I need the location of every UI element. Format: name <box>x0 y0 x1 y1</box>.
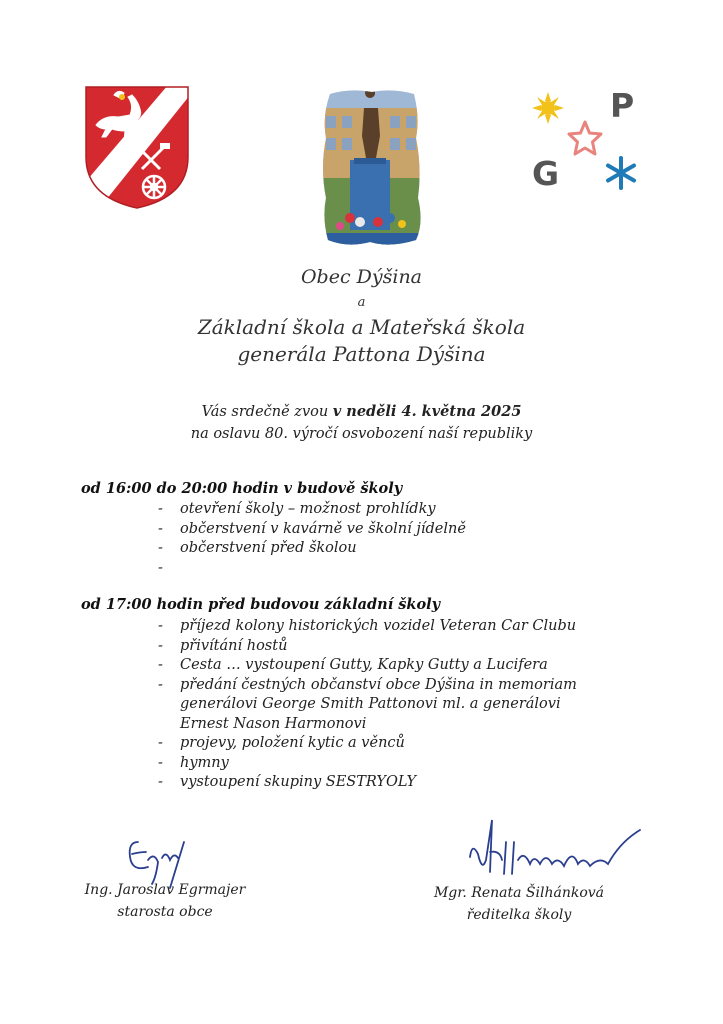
invitation-text: Vás srdečně zvou <box>201 404 333 420</box>
logo-letter-p: P <box>610 86 635 125</box>
list-item: - předání čestných občanství obce Dýšina in memoriam <box>158 676 577 693</box>
invitation-line1 <box>0 403 723 420</box>
school-logo <box>528 88 643 193</box>
list-item: - Cesta … vystoupení Gutty, Kapky Gutty a Lucifera <box>158 657 548 673</box>
title-line2: Základní škola a Mateřská škola <box>197 315 526 339</box>
list-item-continuation: Ernest Nason Harmonovi <box>180 715 367 732</box>
title-line1: Obec Dýšina <box>300 266 423 288</box>
signature-right-icon <box>460 812 650 887</box>
list-item: - projevy, položení kytic a věnců <box>158 735 405 751</box>
title-conjunction: a <box>357 295 366 310</box>
invitation-line2: na oslavu 80. výročí osvobození naší republiky <box>190 426 533 442</box>
monument-photo <box>320 88 424 248</box>
section-heading: od 17:00 hodin před budovou základní školy <box>81 596 441 613</box>
signature-right-block <box>404 882 634 926</box>
list-item: - občerstvení před školou <box>158 540 357 556</box>
list-item: - vystoupení skupiny SESTRYOLY <box>158 774 417 790</box>
signature-left-block <box>60 879 270 923</box>
signatory-name: Mgr. Renata Šilhánková <box>433 885 605 901</box>
coat-of-arms-icon <box>84 85 190 210</box>
list-item: - příjezd kolony historických vozidel Veteran Car Clubu <box>158 618 577 634</box>
title-line3: generála Pattona Dýšina <box>237 342 486 366</box>
list-item: - hymny <box>158 754 229 771</box>
list-item: - přivítání hostů <box>158 637 288 654</box>
logo-letter-g: G <box>532 154 560 193</box>
signatory-name: Ing. Jaroslav Egrmajer <box>84 882 246 898</box>
signatory-role: starosta obce <box>117 904 213 920</box>
signatory-role: ředitelka školy <box>466 907 572 923</box>
section-list: - otevření školy – možnost prohlídky - občerstvení v kavárně ve školní jídelně - občerstvení před školou - <box>158 501 466 576</box>
list-item-continuation: generálovi George Smith Pattonovi ml. a generálovi <box>180 696 561 712</box>
invitation-date: v neděli 4. května 2025 <box>332 403 522 420</box>
list-item: - otevření školy – možnost prohlídky <box>158 501 436 517</box>
section-list <box>158 617 577 793</box>
section-heading: od 16:00 do 20:00 hodin v budově školy <box>81 480 403 497</box>
list-item: - občerstvení v kavárně ve školní jídelně <box>158 520 466 537</box>
